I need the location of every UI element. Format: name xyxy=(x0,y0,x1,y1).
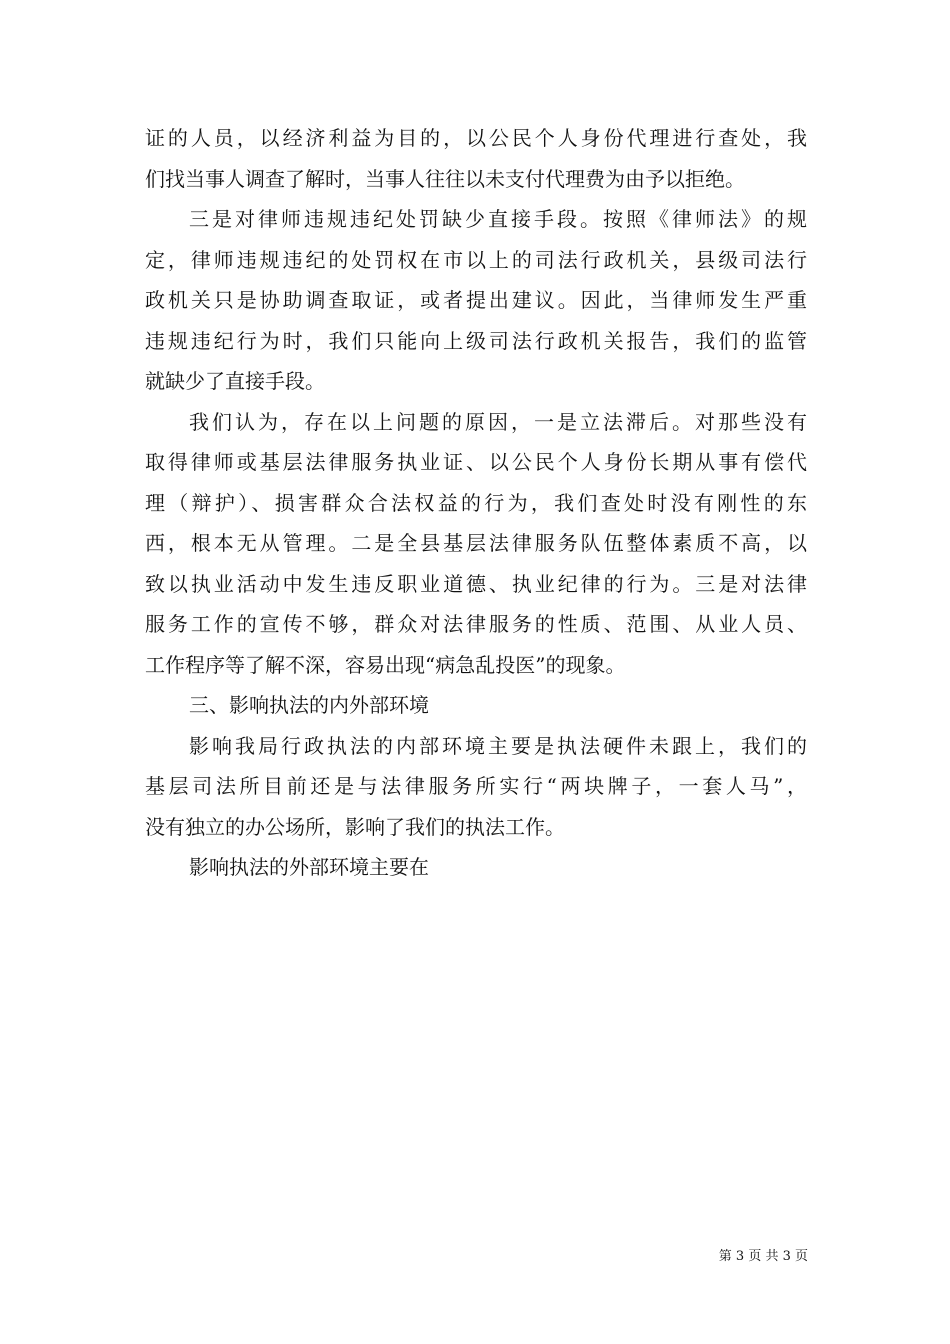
text-line: 违规违纪行为时，我们只能向上级司法行政机关报告，我们的监管 xyxy=(145,328,807,353)
text-line: 影响执法的外部环境主要在 xyxy=(189,855,429,879)
text-line: 基层司法所目前还是与法律服务所实行“两块牌子，一套人马”， xyxy=(145,774,807,798)
text-line: 证的人员，以经济利益为目的，以公民个人身份代理进行查处，我 xyxy=(145,126,807,150)
text-line: 就缺少了直接手段。 xyxy=(145,369,325,393)
text-line: 工作程序等了解不深，容易出现“病急乱投医”的现象。 xyxy=(145,652,626,677)
text-line: 取得律师或基层法律服务执业证、以公民个人身份长期从事有偿代 xyxy=(145,450,807,474)
text-line: 服务工作的宣传不够，群众对法律服务的性质、范围、从业人员、 xyxy=(145,612,807,636)
text-line: 政机关只是协助调查取证，或者提出建议。因此，当律师发生严重 xyxy=(145,288,807,312)
text-line: 我们认为，存在以上问题的原因，一是立法滞后。对那些没有 xyxy=(189,409,807,434)
text-line: 西，根本无从管理。二是全县基层法律服务队伍整体素质不高，以 xyxy=(145,531,807,555)
document-body xyxy=(145,118,807,888)
text-line: 致以执业活动中发生违反职业道德、执业纪律的行为。三是对法律 xyxy=(145,571,807,596)
page-number: 第 3 页 共 3 页 xyxy=(718,1249,808,1264)
text-line: 定，律师违规违纪的处罚权在市以上的司法行政机关，县级司法行 xyxy=(145,247,807,272)
text-line: 三是对律师违规违纪处罚缺少直接手段。按照《律师法》的规 xyxy=(189,207,807,231)
text-line: 没有独立的办公场所，影响了我们的执法工作。 xyxy=(145,814,565,839)
text-line: 影响我局行政执法的内部环境主要是执法硬件未跟上，我们的 xyxy=(189,733,807,758)
section-heading: 三、影响执法的内外部环境 xyxy=(189,693,429,717)
text-line: 们找当事人调查了解时，当事人往往以未支付代理费为由予以拒绝。 xyxy=(145,166,745,191)
text-line: 理（辩护）、损害群众合法权益的行为，我们查处时没有刚性的东 xyxy=(145,490,807,515)
